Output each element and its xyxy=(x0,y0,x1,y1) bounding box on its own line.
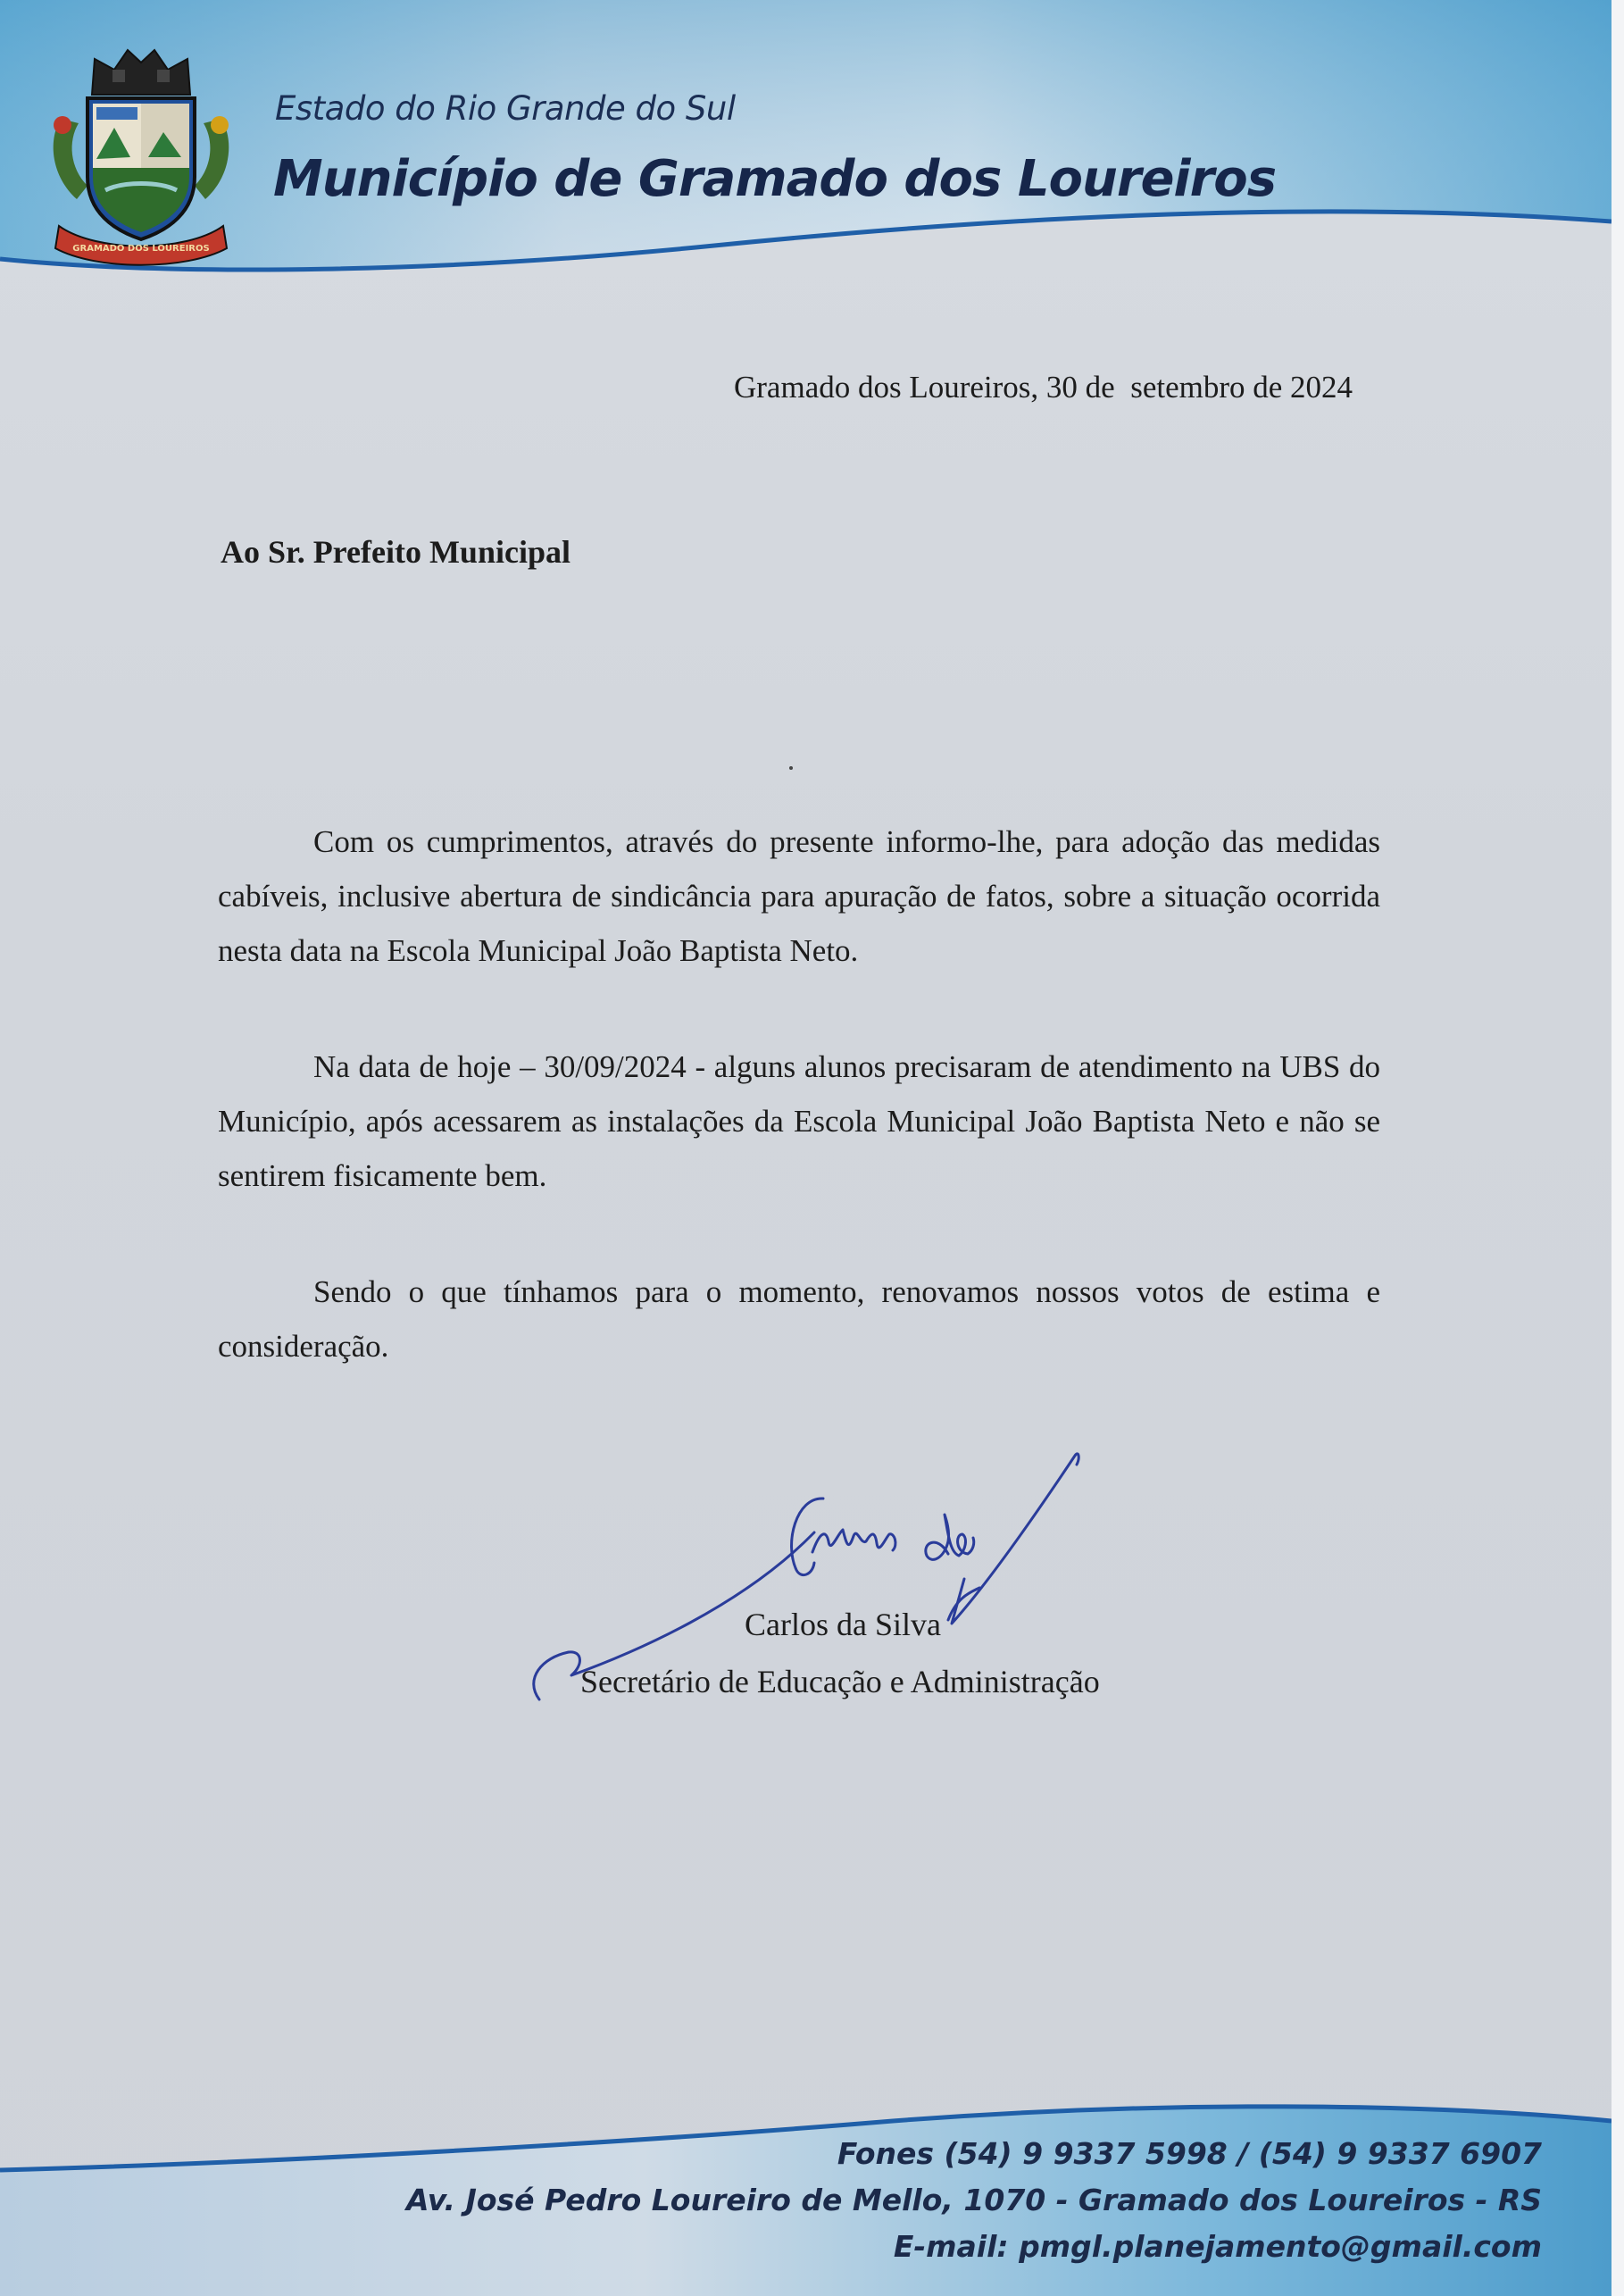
signer-role: Secretário de Educação e Administração xyxy=(580,1664,1100,1699)
paragraph-1: Com os cumprimentos, através do presente informo-lhe, para adoção das medidas cabíveis, inclusive abertura de sindicância para apuração de fatos, sobre a situação ocorrida nesta data na Escola Municipal João Baptista Neto. xyxy=(218,824,1380,968)
paragraph-3: Sendo o que tínhamos para o momento, renovamos nossos votos de estima e consideração. xyxy=(218,1274,1380,1364)
paragraph-2: Na data de hoje – 30/09/2024 - alguns alunos precisaram de atendimento na UBS do Município, após acessarem as instalações da Escola Municipal João Baptista Neto e não se sentirem fisicamente bem. xyxy=(218,1049,1380,1193)
recipient-line: Ao Sr. Prefeito Municipal xyxy=(221,534,570,570)
header-wave-band xyxy=(0,0,1612,286)
footer-email: E-mail: pmgl.planejamento@gmail.com xyxy=(893,2229,1542,2264)
footer-contact-block xyxy=(406,2131,1542,2270)
scan-speck xyxy=(789,766,793,770)
footer-phones: Fones (54) 9 9337 5998 / (54) 9 9337 6907 xyxy=(837,2136,1542,2171)
svg-text:GRAMADO DOS LOUREIROS: GRAMADO DOS LOUREIROS xyxy=(72,244,210,254)
footer-address: Av. José Pedro Loureiro de Mello, 1070 - Gramado dos Loureiros - RS xyxy=(405,2183,1542,2217)
state-name: Estado do Rio Grande do Sul xyxy=(275,89,736,128)
municipality-name: Município de Gramado dos Loureiros xyxy=(273,150,1277,208)
municipal-coat-of-arms-icon xyxy=(43,43,239,271)
date-line: Gramado dos Loureiros, 30 de setembro de 2024 xyxy=(734,370,1353,405)
signer-name: Carlos da Silva xyxy=(745,1607,941,1642)
scan-edge xyxy=(1612,0,1624,2296)
